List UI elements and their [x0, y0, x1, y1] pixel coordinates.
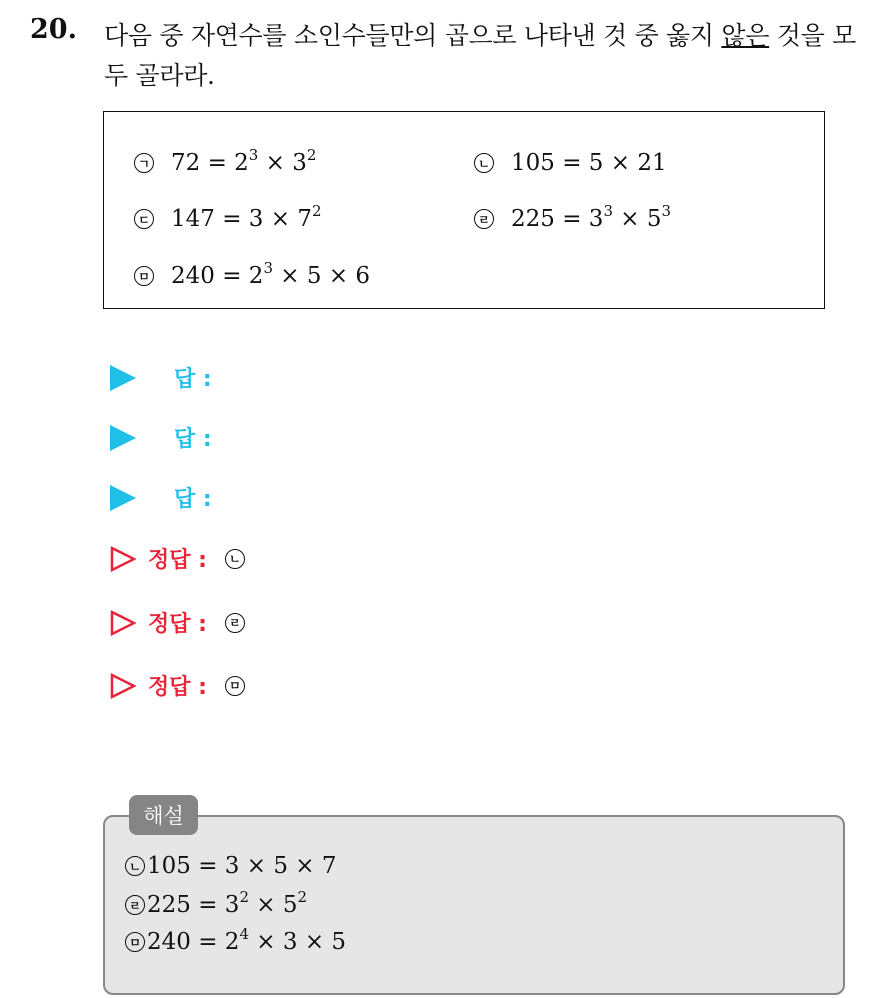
choice-marker: ㄹ: [474, 209, 494, 229]
choice-marker: ㅁ: [134, 266, 154, 286]
choice-d: ㄹ $225 = 3^3 \times 5^3$: [474, 206, 671, 232]
answer-blank-3[interactable]: 답 :: [110, 482, 212, 513]
solution-line-2: ㄹ $225 = 3^2 \times 5^2$: [125, 892, 307, 918]
solution-marker: ㄴ: [125, 856, 145, 876]
underlined-word: 않은: [721, 21, 770, 50]
answer-marker: ㄹ: [225, 613, 245, 633]
question-number: 20.: [30, 14, 77, 45]
choice-marker: ㄷ: [134, 209, 154, 229]
play-triangle-icon: [110, 365, 136, 391]
correct-answer-3: 정답 : ㅁ: [110, 670, 245, 701]
correct-answer-2: 정답 : ㄹ: [110, 607, 245, 638]
play-triangle-icon: [110, 425, 136, 451]
choice-b: ㄴ 105 = 5 × 21: [474, 150, 667, 176]
correct-answer-1: 정답 : ㄴ: [110, 543, 245, 574]
answer-marker: ㄴ: [225, 549, 245, 569]
solution-marker: ㄹ: [125, 895, 145, 915]
choice-e: ㅁ $240 = 2^3 \times 5 \times 6$: [134, 263, 370, 289]
outline-triangle-icon: [110, 673, 136, 699]
choice-marker: ㄱ: [134, 153, 154, 173]
solution-line-3: ㅁ $240 = 2^4 \times 3 \times 5$: [125, 929, 346, 955]
outline-triangle-icon: [110, 546, 136, 572]
choice-marker: ㄴ: [474, 153, 494, 173]
answer-blank-1[interactable]: 답 :: [110, 362, 212, 393]
solution-tab: 해설: [129, 795, 198, 835]
choice-c: ㄷ $147 = 3 \times 7^2$: [134, 206, 322, 232]
solution-line-1: ㄴ 105 = 3 × 5 × 7: [125, 853, 336, 879]
question-text: 다음 중 자연수를 소인수들만의 곱으로 나타낸 것 중 옳지 않은 것을 모두 골라라.: [104, 21, 856, 90]
outline-triangle-icon: [110, 610, 136, 636]
choice-a: ㄱ $72 = 2^3 \times 3^2$: [134, 150, 316, 176]
play-triangle-icon: [110, 485, 136, 511]
choices-box: [103, 111, 825, 309]
answer-blank-2[interactable]: 답 :: [110, 422, 212, 453]
answer-marker: ㅁ: [225, 676, 245, 696]
solution-marker: ㅁ: [125, 932, 145, 952]
